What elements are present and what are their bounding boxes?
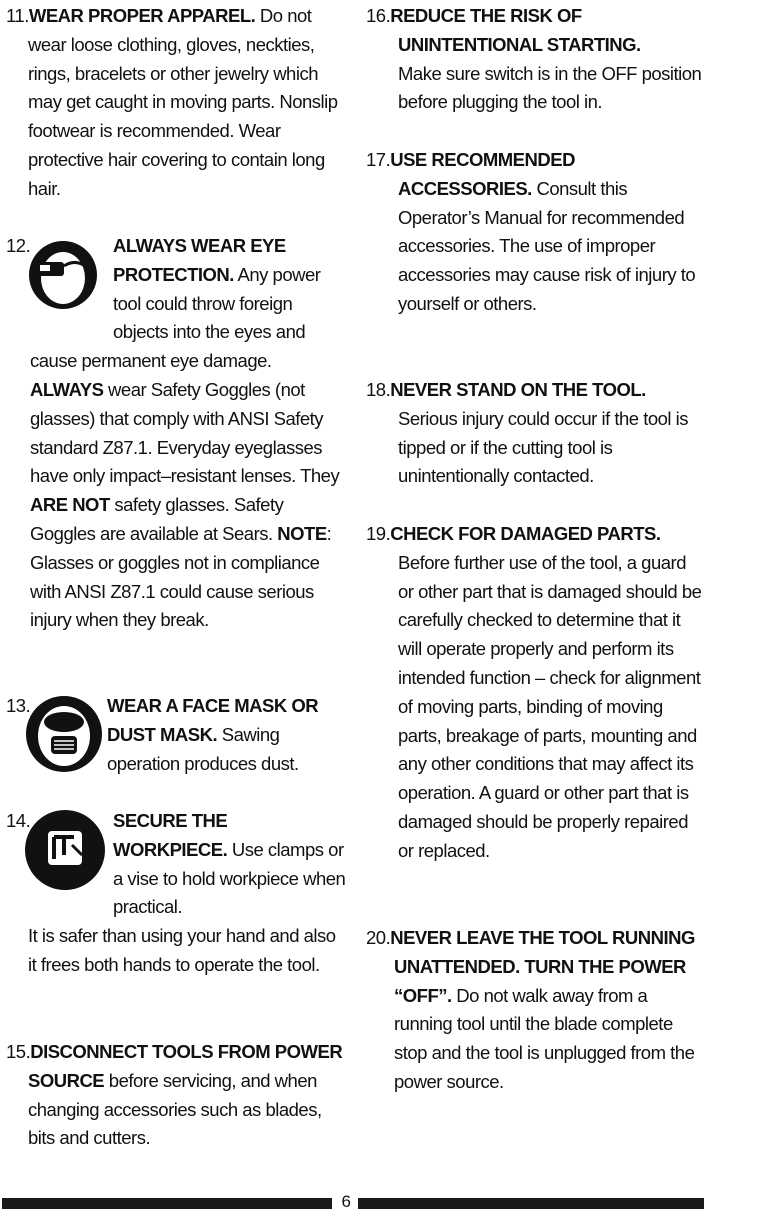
rule-19-text [366,520,706,866]
rule-title: WEAR A FACE MASK OR DUST MASK. [107,695,319,745]
rule-number: 16. [366,5,391,26]
rule-15-text [6,1038,346,1153]
safety-rule-15 [6,1038,346,1153]
safety-rule-20 [366,924,706,1097]
safety-goggles-icon [28,240,98,310]
rule-body: Consult this Operator’s Manual for recommended accessories. The use of improper accessories may cause risk of injury to yourself or others. [398,177,696,314]
rule-body: Serious injury could occur if the tool is tipped or if the cutting tool is unintentionally contacted. [398,407,689,487]
page-footer [0,1192,763,1212]
rule-16-text [366,2,706,117]
rule-body: Sawing operation produces dust. [107,723,299,774]
rule-14-body: It is safer than using your hand and also it frees both hands to operate the tool. [28,925,336,975]
rule-body: : Glasses or goggles not in compliance with ANSI Z87.1 could cause serious injury when they break. [30,522,332,631]
rule-title: WEAR PROPER APPAREL. [28,5,256,26]
safety-rule-18 [366,376,706,491]
rule-number: 11. [6,5,29,26]
footer-rule-right [358,1198,704,1209]
rule-body: Make sure switch is in the OFF position before plugging the tool in. [398,62,702,113]
rule-title: SECURE THE WORKPIECE. [113,810,228,860]
clamp-icon [24,809,106,891]
rule-body: Before further use of the tool, a guard or other part that is damaged should be carefully checked to determine that it will operate properly and perform its intended function – check for alignment of moving parts, binding of moving parts, breakage of parts, mounting and any other conditions that may affect its operation. A guard or other part that is damaged should be properly repaired or replaced. [398,551,702,861]
safety-rule-14 [6,807,346,980]
rule-title: NEVER STAND ON THE TOOL. [390,379,646,400]
rule-13-icon-row [6,692,346,778]
rule-title: CHECK FOR DAMAGED PARTS. [390,523,661,544]
safety-rule-11 [6,2,346,204]
rule-body: Do not wear loose clothing, gloves, neckties, rings, bracelets or other jewelry which may get caught in moving parts. Nonslip footwear is recommended. Wear protective hair covering to contain long hair. [28,5,338,199]
rule-12-body [6,347,346,635]
rule-title: REDUCE THE RISK OF UNINTENTIONAL STARTING. [390,5,641,55]
rule-title: ALWAYS WEAR EYE PROTECTION. [113,235,286,285]
rule-11-text [6,2,346,204]
rule-number: 14. [6,810,31,831]
rule-body: cause permanent eye damage. [30,350,272,372]
rule-number: 13. [6,695,31,716]
rule-17-text [366,146,706,319]
rule-number: 17. [366,149,391,170]
safety-rule-16 [366,2,706,117]
emphasis-are-not: ARE NOT [30,494,110,516]
rule-number: 12. [6,235,31,256]
rule-number: 19. [366,523,391,544]
dust-mask-icon [24,694,104,774]
safety-rule-13 [6,692,346,778]
footer-rule-left [2,1198,332,1209]
rule-20-text [366,924,706,1097]
rule-body: Use clamps or a vise to hold workpiece when practical. [113,838,346,918]
rule-body: Do not walk away from a running tool until the blade complete stop and the tool is unplugged from the power source. [394,984,695,1092]
rule-14-icon-row [6,807,346,922]
safety-rule-12 [6,232,346,635]
rule-body: wear Safety Goggles (not glasses) that comply with ANSI Safety standard Z87.1. Everyday eyeglasses have only impact–resistant lenses. They [30,378,340,487]
rule-18-text [366,376,706,491]
rule-number: 18. [366,379,391,400]
emphasis-note: NOTE [277,522,327,544]
rule-title: DISCONNECT TOOLS FROM POWER SOURCE [28,1041,343,1091]
page-number: 6 [341,1192,351,1211]
rule-number: 15. [6,1041,31,1062]
rule-number: 20. [366,927,391,948]
rule-body: safety glasses. Safety Goggles are available at Sears. [30,494,284,544]
rule-12-icon-row [6,232,346,347]
safety-rule-19 [366,520,706,866]
rule-title: USE RECOMMENDED ACCESSORIES. [390,149,575,199]
rule-body: Any power tool could throw foreign objects into the eyes and [113,263,321,343]
rule-body: before servicing, and when changing accessories such as blades, bits and cutters. [28,1069,322,1149]
rule-title: NEVER LEAVE THE TOOL RUNNING UNATTENDED. TURN THE POWER “OFF”. [390,927,695,1006]
safety-rule-17 [366,146,706,319]
emphasis-always: ALWAYS [30,378,104,400]
